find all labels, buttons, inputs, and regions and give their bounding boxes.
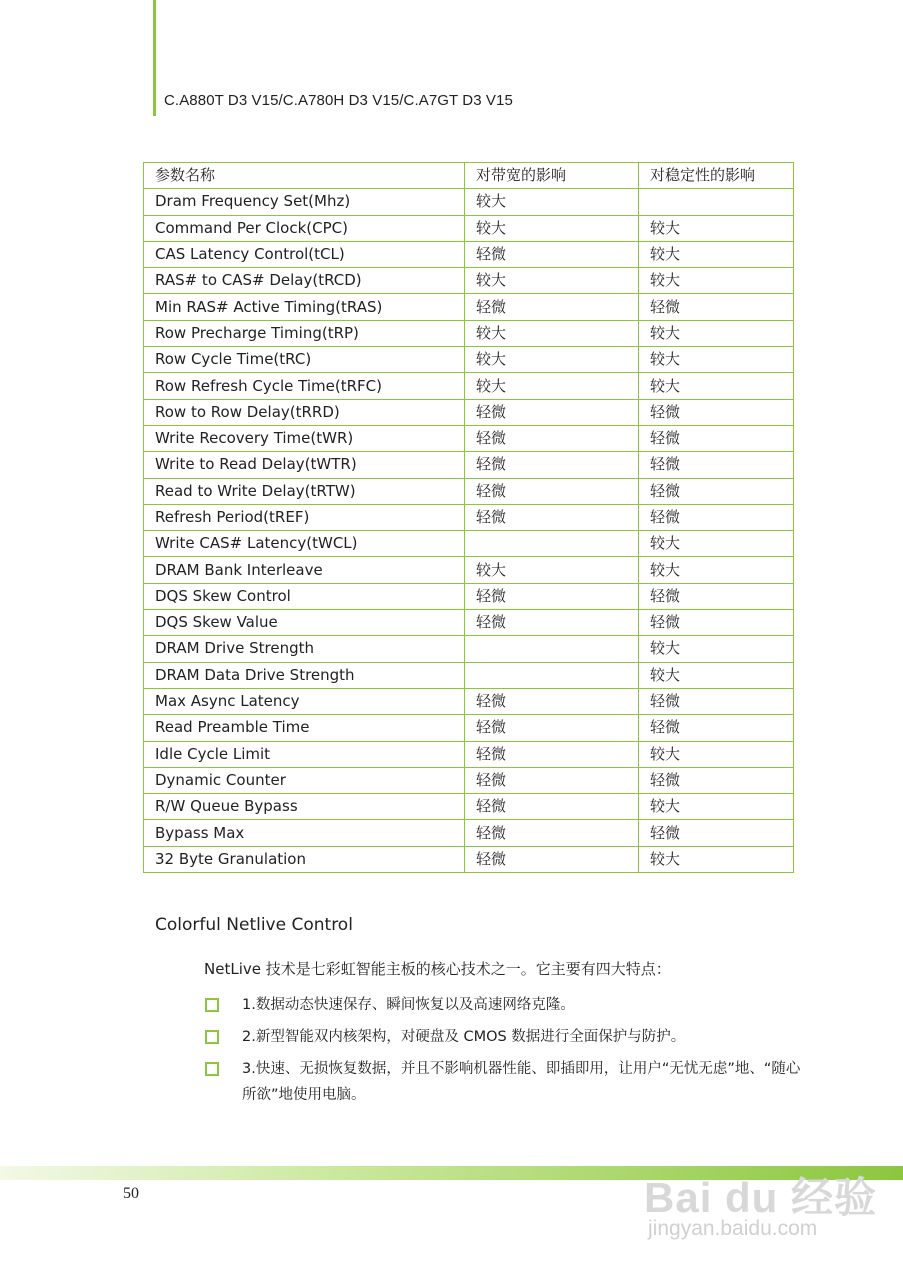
table-cell: Command Per Clock(CPC) bbox=[144, 215, 465, 241]
table-cell: 轻微 bbox=[639, 583, 794, 609]
table-cell: 较大 bbox=[639, 794, 794, 820]
table-header-row bbox=[144, 163, 794, 189]
table-cell: 轻微 bbox=[639, 504, 794, 530]
table-cell: 较大 bbox=[639, 557, 794, 583]
table-cell: 轻微 bbox=[465, 478, 639, 504]
table-cell: 较大 bbox=[639, 320, 794, 346]
table-cell: Row Cycle Time(tRC) bbox=[144, 347, 465, 373]
table-cell: 轻微 bbox=[465, 688, 639, 714]
feature-bullet-3 bbox=[205, 1056, 805, 1108]
table-row bbox=[144, 662, 794, 688]
table-cell: 较大 bbox=[465, 320, 639, 346]
table-cell: Write CAS# Latency(tWCL) bbox=[144, 531, 465, 557]
table-cell: Write Recovery Time(tWR) bbox=[144, 425, 465, 451]
table-cell: 较大 bbox=[639, 636, 794, 662]
table-cell: 较大 bbox=[465, 268, 639, 294]
watermark-logo: Bai du 经验 bbox=[644, 1174, 878, 1221]
table-row bbox=[144, 820, 794, 846]
table-row bbox=[144, 767, 794, 793]
table-cell: DQS Skew Control bbox=[144, 583, 465, 609]
table-cell: 较大 bbox=[639, 741, 794, 767]
table-cell: 轻微 bbox=[639, 294, 794, 320]
table-cell: 轻微 bbox=[639, 688, 794, 714]
section-title: Colorful Netlive Control bbox=[155, 915, 353, 935]
table-cell: 较大 bbox=[639, 373, 794, 399]
table-cell bbox=[465, 662, 639, 688]
feature-bullet-2 bbox=[205, 1024, 805, 1050]
table-cell: 轻微 bbox=[465, 399, 639, 425]
table-cell: 轻微 bbox=[465, 452, 639, 478]
table-cell: 轻微 bbox=[465, 294, 639, 320]
table-cell: DQS Skew Value bbox=[144, 610, 465, 636]
table-cell: 轻微 bbox=[465, 610, 639, 636]
page-number: 50 bbox=[123, 1185, 139, 1202]
table-cell: 较大 bbox=[465, 557, 639, 583]
table-cell: Row Refresh Cycle Time(tRFC) bbox=[144, 373, 465, 399]
table-cell: 较大 bbox=[639, 347, 794, 373]
table-cell: 轻微 bbox=[465, 425, 639, 451]
table-cell: 较大 bbox=[465, 189, 639, 215]
table-row bbox=[144, 189, 794, 215]
table-cell: 轻微 bbox=[639, 767, 794, 793]
table-cell bbox=[465, 531, 639, 557]
table-cell: 较大 bbox=[639, 662, 794, 688]
table-row bbox=[144, 399, 794, 425]
table-row bbox=[144, 347, 794, 373]
table-row bbox=[144, 373, 794, 399]
bullet-text: 2.新型智能双内核架构，对硬盘及 CMOS 数据进行全面保护与防护。 bbox=[242, 1029, 686, 1045]
table-cell: 较大 bbox=[465, 215, 639, 241]
table-row bbox=[144, 688, 794, 714]
table-row bbox=[144, 583, 794, 609]
table-cell: 较大 bbox=[639, 241, 794, 267]
baidu-watermark bbox=[640, 1145, 880, 1255]
table-row bbox=[144, 452, 794, 478]
feature-bullet-1 bbox=[205, 992, 805, 1018]
table-cell: 轻微 bbox=[465, 741, 639, 767]
table-cell: 较大 bbox=[639, 215, 794, 241]
table-cell: 轻微 bbox=[639, 399, 794, 425]
column-header: 对带宽的影响 bbox=[465, 163, 639, 189]
table-cell: DRAM Drive Strength bbox=[144, 636, 465, 662]
watermark-url: jingyan.baidu.com bbox=[648, 1217, 818, 1240]
checkbox-bullet-icon bbox=[205, 1062, 219, 1076]
table-cell: Refresh Period(tREF) bbox=[144, 504, 465, 530]
table-row bbox=[144, 241, 794, 267]
table-row bbox=[144, 320, 794, 346]
column-header: 参数名称 bbox=[144, 163, 465, 189]
table-row bbox=[144, 425, 794, 451]
table-row bbox=[144, 557, 794, 583]
bullet-text: 1.数据动态快速保存、瞬间恢复以及高速网络克隆。 bbox=[242, 997, 575, 1013]
table-cell: Read to Write Delay(tRTW) bbox=[144, 478, 465, 504]
table-cell: Row to Row Delay(tRRD) bbox=[144, 399, 465, 425]
table-cell: R/W Queue Bypass bbox=[144, 794, 465, 820]
table-row bbox=[144, 794, 794, 820]
table-row bbox=[144, 531, 794, 557]
table-cell: Dynamic Counter bbox=[144, 767, 465, 793]
table-row bbox=[144, 636, 794, 662]
table-cell: 轻微 bbox=[465, 767, 639, 793]
table-cell: 较大 bbox=[465, 373, 639, 399]
table-cell: Dram Frequency Set(Mhz) bbox=[144, 189, 465, 215]
table-cell: Max Async Latency bbox=[144, 688, 465, 714]
checkbox-bullet-icon bbox=[205, 998, 219, 1012]
table-cell: 轻微 bbox=[639, 715, 794, 741]
table-cell: Min RAS# Active Timing(tRAS) bbox=[144, 294, 465, 320]
table-cell: 轻微 bbox=[639, 452, 794, 478]
header-accent-line bbox=[153, 0, 156, 116]
table-cell: 轻微 bbox=[639, 610, 794, 636]
table-cell: Row Precharge Timing(tRP) bbox=[144, 320, 465, 346]
table-cell: 轻微 bbox=[465, 715, 639, 741]
table-cell: 较大 bbox=[639, 531, 794, 557]
table-cell: Write to Read Delay(tWTR) bbox=[144, 452, 465, 478]
table-cell: RAS# to CAS# Delay(tRCD) bbox=[144, 268, 465, 294]
table-cell: 较大 bbox=[639, 268, 794, 294]
table-cell: 轻微 bbox=[465, 241, 639, 267]
table-row bbox=[144, 715, 794, 741]
table-cell: Read Preamble Time bbox=[144, 715, 465, 741]
table-row bbox=[144, 610, 794, 636]
table-row bbox=[144, 294, 794, 320]
bullet-text: 3.快速、无损恢复数据，并且不影响机器性能、即插即用，让用户“无忧无虑”地、“随心所欲”地使用电脑。 bbox=[242, 1061, 801, 1103]
table-cell: 较大 bbox=[639, 846, 794, 872]
table-cell bbox=[639, 189, 794, 215]
table-cell: Bypass Max bbox=[144, 820, 465, 846]
table-cell: DRAM Data Drive Strength bbox=[144, 662, 465, 688]
table-cell: 轻微 bbox=[639, 478, 794, 504]
table-row bbox=[144, 215, 794, 241]
table-row bbox=[144, 268, 794, 294]
table-row bbox=[144, 741, 794, 767]
table-row bbox=[144, 504, 794, 530]
table-cell: 轻微 bbox=[639, 425, 794, 451]
table-cell: DRAM Bank Interleave bbox=[144, 557, 465, 583]
table-cell bbox=[465, 636, 639, 662]
table-cell: Idle Cycle Limit bbox=[144, 741, 465, 767]
table-cell: 较大 bbox=[465, 347, 639, 373]
table-cell: 轻微 bbox=[465, 583, 639, 609]
table-cell: 轻微 bbox=[465, 794, 639, 820]
section-intro: NetLive 技术是七彩虹智能主板的核心技术之一。它主要有四大特点： bbox=[204, 960, 671, 978]
model-header: C.A880T D3 V15/C.A780H D3 V15/C.A7GT D3 V15 bbox=[164, 92, 513, 109]
table-cell: 轻微 bbox=[465, 820, 639, 846]
table-row bbox=[144, 846, 794, 872]
table-cell: 轻微 bbox=[465, 504, 639, 530]
table-cell: 32 Byte Granulation bbox=[144, 846, 465, 872]
table-row bbox=[144, 478, 794, 504]
checkbox-bullet-icon bbox=[205, 1030, 219, 1044]
column-header: 对稳定性的影响 bbox=[639, 163, 794, 189]
parameter-table bbox=[143, 162, 794, 873]
table-cell: 轻微 bbox=[639, 820, 794, 846]
table-cell: CAS Latency Control(tCL) bbox=[144, 241, 465, 267]
table-cell: 轻微 bbox=[465, 846, 639, 872]
